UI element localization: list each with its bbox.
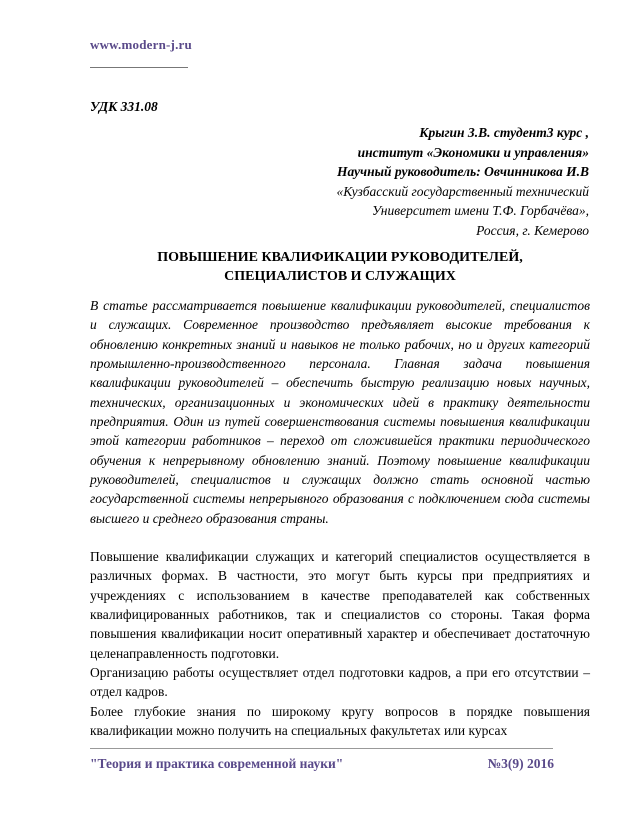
- title-line-2: СПЕЦИАЛИСТОВ И СЛУЖАЩИХ: [224, 269, 456, 284]
- body-paragraph-2: Организацию работы осуществляет отдел подготовки кадров, а при его отсутствии – отдел кадров.: [90, 665, 590, 700]
- university-line2: Университет имени Т.Ф. Горбачёва»,: [372, 203, 589, 218]
- site-url[interactable]: www.modern-j.ru: [90, 37, 192, 52]
- body-paragraph-3: Более глубокие знания по широкому кругу вопросов в порядке повышения квалификации можно получить на специальных факультетах или курсах: [90, 703, 590, 739]
- university-line1: «Кузбасский государственный технический: [336, 183, 589, 199]
- header-divider: [90, 67, 188, 68]
- udk-code: УДК 331.08: [90, 99, 158, 114]
- author-block: [169, 123, 589, 240]
- journal-name: "Теория и практика современной науки": [90, 756, 344, 771]
- article-title: [90, 248, 590, 286]
- issue-number: №3(9) 2016: [487, 756, 554, 771]
- footer-divider: [90, 748, 553, 749]
- title-line-1: ПОВЫШЕНИЕ КВАЛИФИКАЦИИ РУКОВОДИТЕЛЕЙ,: [157, 250, 523, 265]
- author-institute: институт «Экономики и управления»: [357, 144, 589, 160]
- abstract: [90, 296, 590, 528]
- location: Россия, г. Кемерово: [476, 222, 589, 238]
- abstract-text: В статье рассматривается повышение квалификации руководителей, специалистов и служащих. Современное производство предъявляет высокие требования к обновлению конкретных знаний и навыков не только рабочих, но и других категорий промышленно-производственного персонала. Главная задача повышения квалификации руководителей – обеспечить быструю реализацию новых научных, технических, организационных и экономических идей в практику деятельности предприятия. Один из путей совершенствования системы повышения квалификации этой категории работников – переход от сложившейся практики периодического обучения к непрерывному обновлению знаний. Поэтому повышение квалификации руководителей, специалистов и служащих должно стать основной частью государственной системы непрерывного образования с подключением сюда системы высшего и среднего образования страны.: [90, 298, 590, 526]
- body-paragraph-1: Повышение квалификации служащих и категорий специалистов осуществляется в различных формах. В частности, это могут быть курсы при предприятиях и учреждениях с использованием в качестве преподавателей как собственных квалифицированных работников, так и специалистов со стороны. Такая форма повышения квалификации носит оперативный характер и обеспечивает достаточную целенаправленность подготовки.: [90, 549, 590, 661]
- article-body: [90, 547, 590, 740]
- scientific-advisor: Научный руководитель: Овчинникова И.В: [336, 164, 589, 179]
- author-name: Крыгин З.В. студент3 курс ,: [419, 125, 589, 140]
